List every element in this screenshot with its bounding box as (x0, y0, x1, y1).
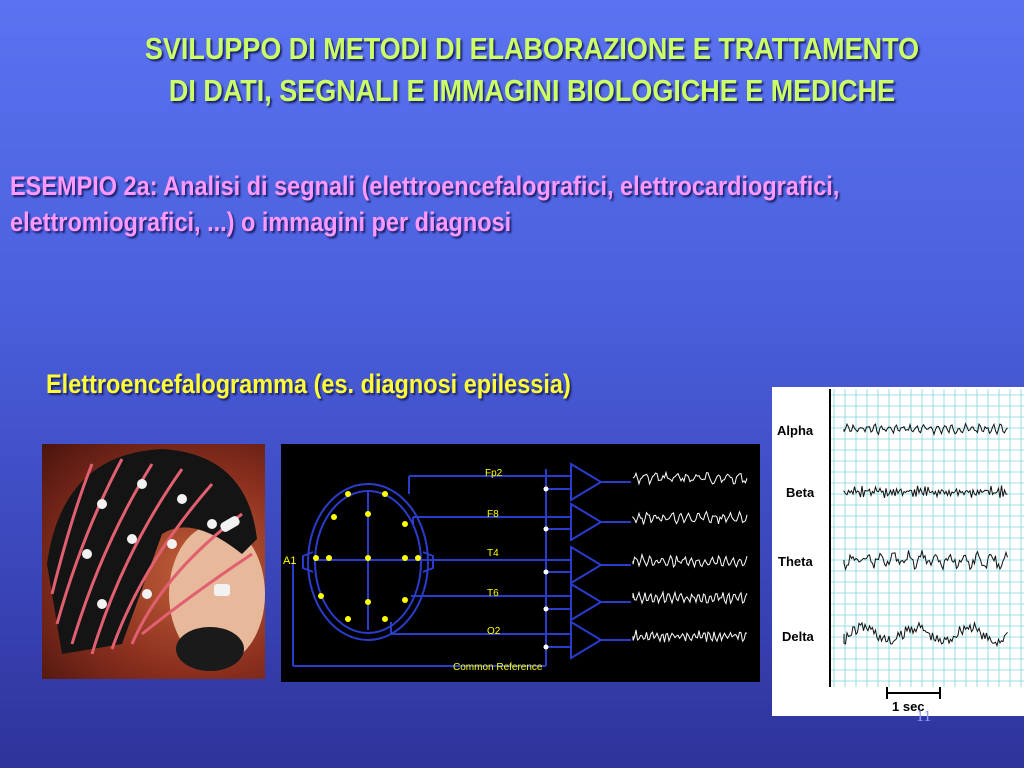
eeg-subtitle: Elettroencefalogramma (es. diagnosi epilessia) (46, 369, 571, 399)
band-label-delta: Delta (782, 629, 814, 644)
reference-label: A1 (283, 555, 297, 567)
slide-title (104, 28, 960, 112)
title-line-1: SVILUPPO DI METODI DI ELABORAZIONE E TRATTAMENTO (144, 31, 920, 66)
channel-waveforms (633, 473, 747, 643)
channel-label-fp2: Fp2 (485, 468, 503, 479)
channel-wave-1 (633, 512, 747, 525)
channel-wave-0 (633, 473, 747, 485)
eeg-bands-svg (772, 387, 1024, 716)
channel-label-t6: T6 (487, 588, 499, 599)
band-label-beta: Beta (786, 485, 815, 500)
band-label-theta: Theta (778, 554, 813, 569)
channel-label-f8: F8 (487, 509, 499, 520)
channel-label-o2: O2 (487, 626, 501, 637)
channel-wave-2 (633, 555, 747, 567)
channel-wave-4 (633, 630, 747, 642)
example-line-1: ESEMPIO 2a: Analisi di segnali (elettroencefalografici, elettrocardiografici, (10, 171, 840, 201)
page-number: 11 (916, 708, 932, 725)
example-text (10, 168, 889, 240)
channel-label-t4: T4 (487, 548, 499, 559)
time-scale-label: 1 sec (892, 699, 925, 714)
channel-wave-3 (633, 592, 747, 603)
common-reference-label: Common Reference (453, 662, 543, 673)
band-waveforms (844, 424, 1008, 646)
eeg-cap-illustration (42, 444, 265, 679)
electrode-diagram (281, 444, 760, 682)
electrode-diagram-svg (281, 444, 760, 682)
eeg-cap-photo (42, 444, 265, 679)
example-line-2: elettromiografici, ...) o immagini per diagnosi (10, 207, 512, 237)
band-wave-0 (844, 424, 1008, 435)
band-label-alpha: Alpha (777, 423, 814, 438)
band-wave-1 (844, 486, 1008, 498)
eeg-bands-chart (772, 387, 1024, 716)
title-line-2: DI DATI, SEGNALI E IMMAGINI BIOLOGICHE E MEDICHE (168, 73, 896, 108)
